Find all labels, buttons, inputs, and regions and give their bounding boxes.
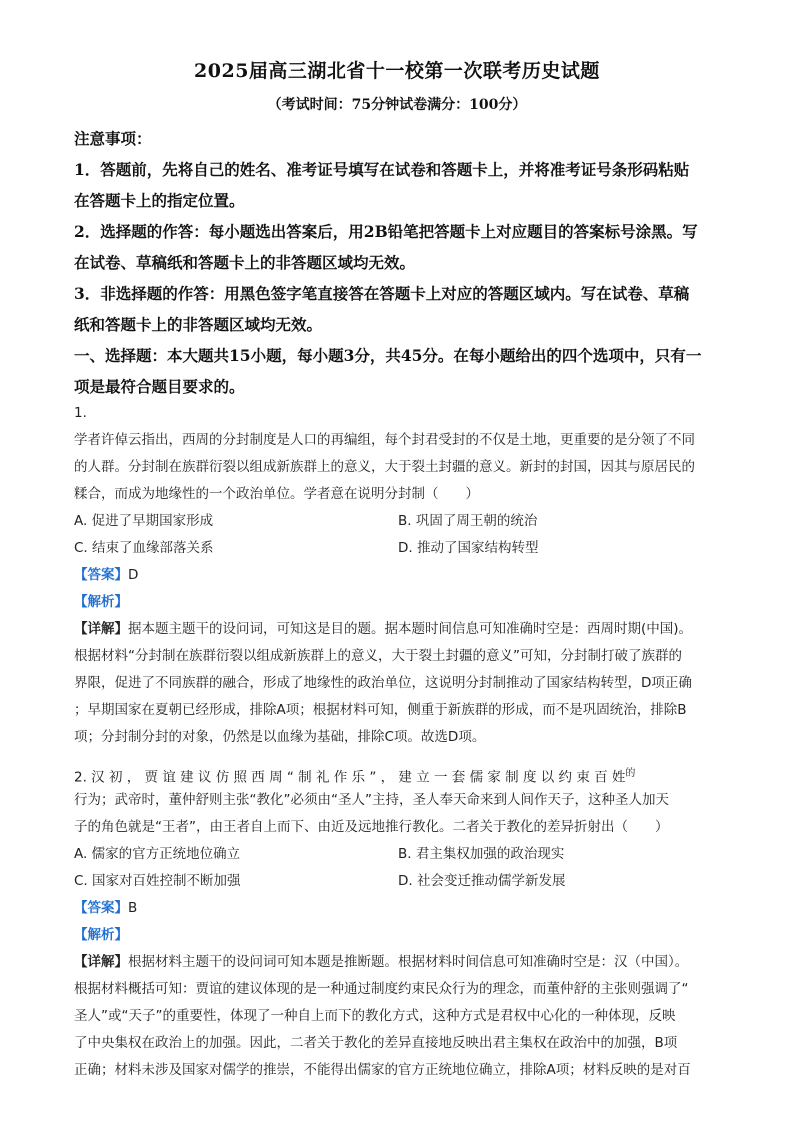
detail-line: 圣人”或“天子”的重要性，体现了一种自上而下的教化方式，这种方式是君权中心化的一种体现，反映 — [74, 1008, 676, 1024]
option-d[interactable]: D. 社会变迁推动儒学新发展 — [398, 873, 566, 889]
question-1-stem — [74, 400, 722, 508]
detail-line: 了中央集权在政治上的加强。因此，二者关于教化的差异直接地反映出君主集权在政治中的加强，B项 — [74, 1035, 678, 1051]
option-a[interactable]: A. 促进了早期国家形成 — [74, 513, 214, 529]
detail-line: 正确；材料未涉及国家对儒学的推崇，不能得出儒家的官方正统地位确立，排除A项；材料反映的是对百 — [74, 1062, 691, 1078]
page-subtitle: （考试时间：75分钟试卷满分：100分） — [267, 97, 527, 113]
question-2-detail — [74, 949, 722, 1084]
option-c[interactable]: C. 结束了血缘部落关系 — [74, 540, 214, 556]
notice-line: 在试卷、草稿纸和答题卡上的非答题区域均无效。 — [74, 253, 416, 272]
notice-line: 纸和答题卡上的非答题区域均无效。 — [74, 315, 323, 334]
option-b[interactable]: B. 君主集权加强的政治现实 — [398, 846, 565, 862]
stem-line: 行为；武帝时，董仲舒则主张“教化”必须由“圣人”主持，圣人奉天命来到人间作天子，这种圣人加天 — [74, 792, 669, 808]
option-b[interactable]: B. 巩固了周王朝的统治 — [398, 513, 538, 529]
stem-line: 子的角色就是“王者”，由王者自上而下、由近及远地推行教化。二者关于教化的差异折射出（ ） — [74, 819, 669, 835]
option-c[interactable]: C. 国家对百姓控制不断加强 — [74, 873, 241, 889]
notice-section — [74, 123, 722, 402]
stem-line: 的人群。分封制在族群衍裂以组成新族群上的意义，大于裂土封疆的意义。新封的封国，因其与原居民的 — [74, 459, 695, 475]
detail-line: 据本题主题干的设问词，可知这是目的题。据本题时间信息可知准确时空是：西周时期(中国)。 — [128, 621, 693, 637]
detail-line: 项；分封制分封的对象，仍然是以血缘为基础，排除C项。故选D项。 — [74, 729, 486, 745]
notice-line: 2．选择题的作答：每小题选出答案后，用2B铅笔把答题卡上对应题目的答案标号涂黑。写 — [74, 222, 698, 241]
detail-line: ；早期国家在夏朝已经形成，排除A项；根据材料可知，侧重于新族群的形成，而不是巩固统治，排除B — [74, 702, 687, 718]
stem-line: 糅合，而成为地缘性的一个政治单位。学者意在说明分封制（ ） — [74, 486, 479, 502]
notice-line: 3．非选择题的作答：用黑色签字笔直接答在答题卡上对应的答题区域内。写在试卷、草稿 — [74, 284, 690, 303]
detail-label: 【详解】 — [74, 954, 128, 970]
notice-line: 项是最符合题目要求的。 — [74, 377, 245, 396]
question-1-options — [74, 508, 722, 562]
question-number: 1. — [74, 405, 87, 421]
question-2-stem — [74, 760, 722, 841]
detail-line: 根据材料概括可知：贾谊的建议体现的是一种通过制度约束民众行为的理念，而董仲舒的主张则强调了“ — [74, 981, 689, 997]
notice-line: 1．答题前，先将自己的姓名、准考证号填写在试卷和答题卡上，并将准考证号条形码粘贴 — [74, 160, 690, 179]
question-2-options — [74, 841, 722, 895]
notice-line: 一、选择题：本大题共15小题，每小题3分，共45分。在每小题给出的四个选项中，只有一 — [74, 346, 702, 365]
question-1-detail — [74, 616, 722, 751]
answer-value: B — [128, 900, 138, 916]
analysis-row — [74, 589, 128, 616]
detail-line: 界限，促进了不同族群的融合，形成了地缘性的政治单位，这说明分封制推动了国家结构转型，D项正确 — [74, 675, 692, 691]
analysis-label: 【解析】 — [74, 927, 128, 943]
answer-row — [74, 562, 138, 589]
option-d[interactable]: D. 推动了国家结构转型 — [398, 540, 539, 556]
notice-line: 在答题卡上的指定位置。 — [74, 191, 245, 210]
analysis-row — [74, 922, 128, 949]
detail-label: 【详解】 — [74, 621, 128, 637]
page-title: 2025届高三湖北省十一校第一次联考历史试题 — [194, 60, 600, 82]
stem-line: 2. 汉 初 ， 贾 谊 建 议 仿 照 西 周 “ 制 礼 作 乐 ” ， 建 立 一 套 儒 家 制 度 以 约 束 百 姓 — [74, 769, 626, 786]
answer-value: D — [128, 567, 139, 583]
notice-heading: 注意事项： — [74, 129, 152, 148]
answer-label: 【答案】 — [74, 900, 128, 916]
detail-line: 根据材料“分封制在族群衍裂以组成新族群上的意义，大于裂土封疆的意义”可知，分封制打破了族群的 — [74, 648, 682, 664]
stem-line: 学者许倬云指出，西周的分封制度是人口的再编组，每个封君受封的不仅是土地，更重要的是分领了不同 — [74, 432, 695, 448]
detail-line: 根据材料主题干的设问词可知本题是推断题。根据材料时间信息可知准确时空是：汉（中国）。 — [128, 954, 689, 970]
analysis-label: 【解析】 — [74, 594, 128, 610]
option-a[interactable]: A. 儒家的官方正统地位确立 — [74, 846, 241, 862]
stem-sup: 的 — [625, 768, 636, 779]
answer-row — [74, 895, 137, 922]
answer-label: 【答案】 — [74, 567, 128, 583]
